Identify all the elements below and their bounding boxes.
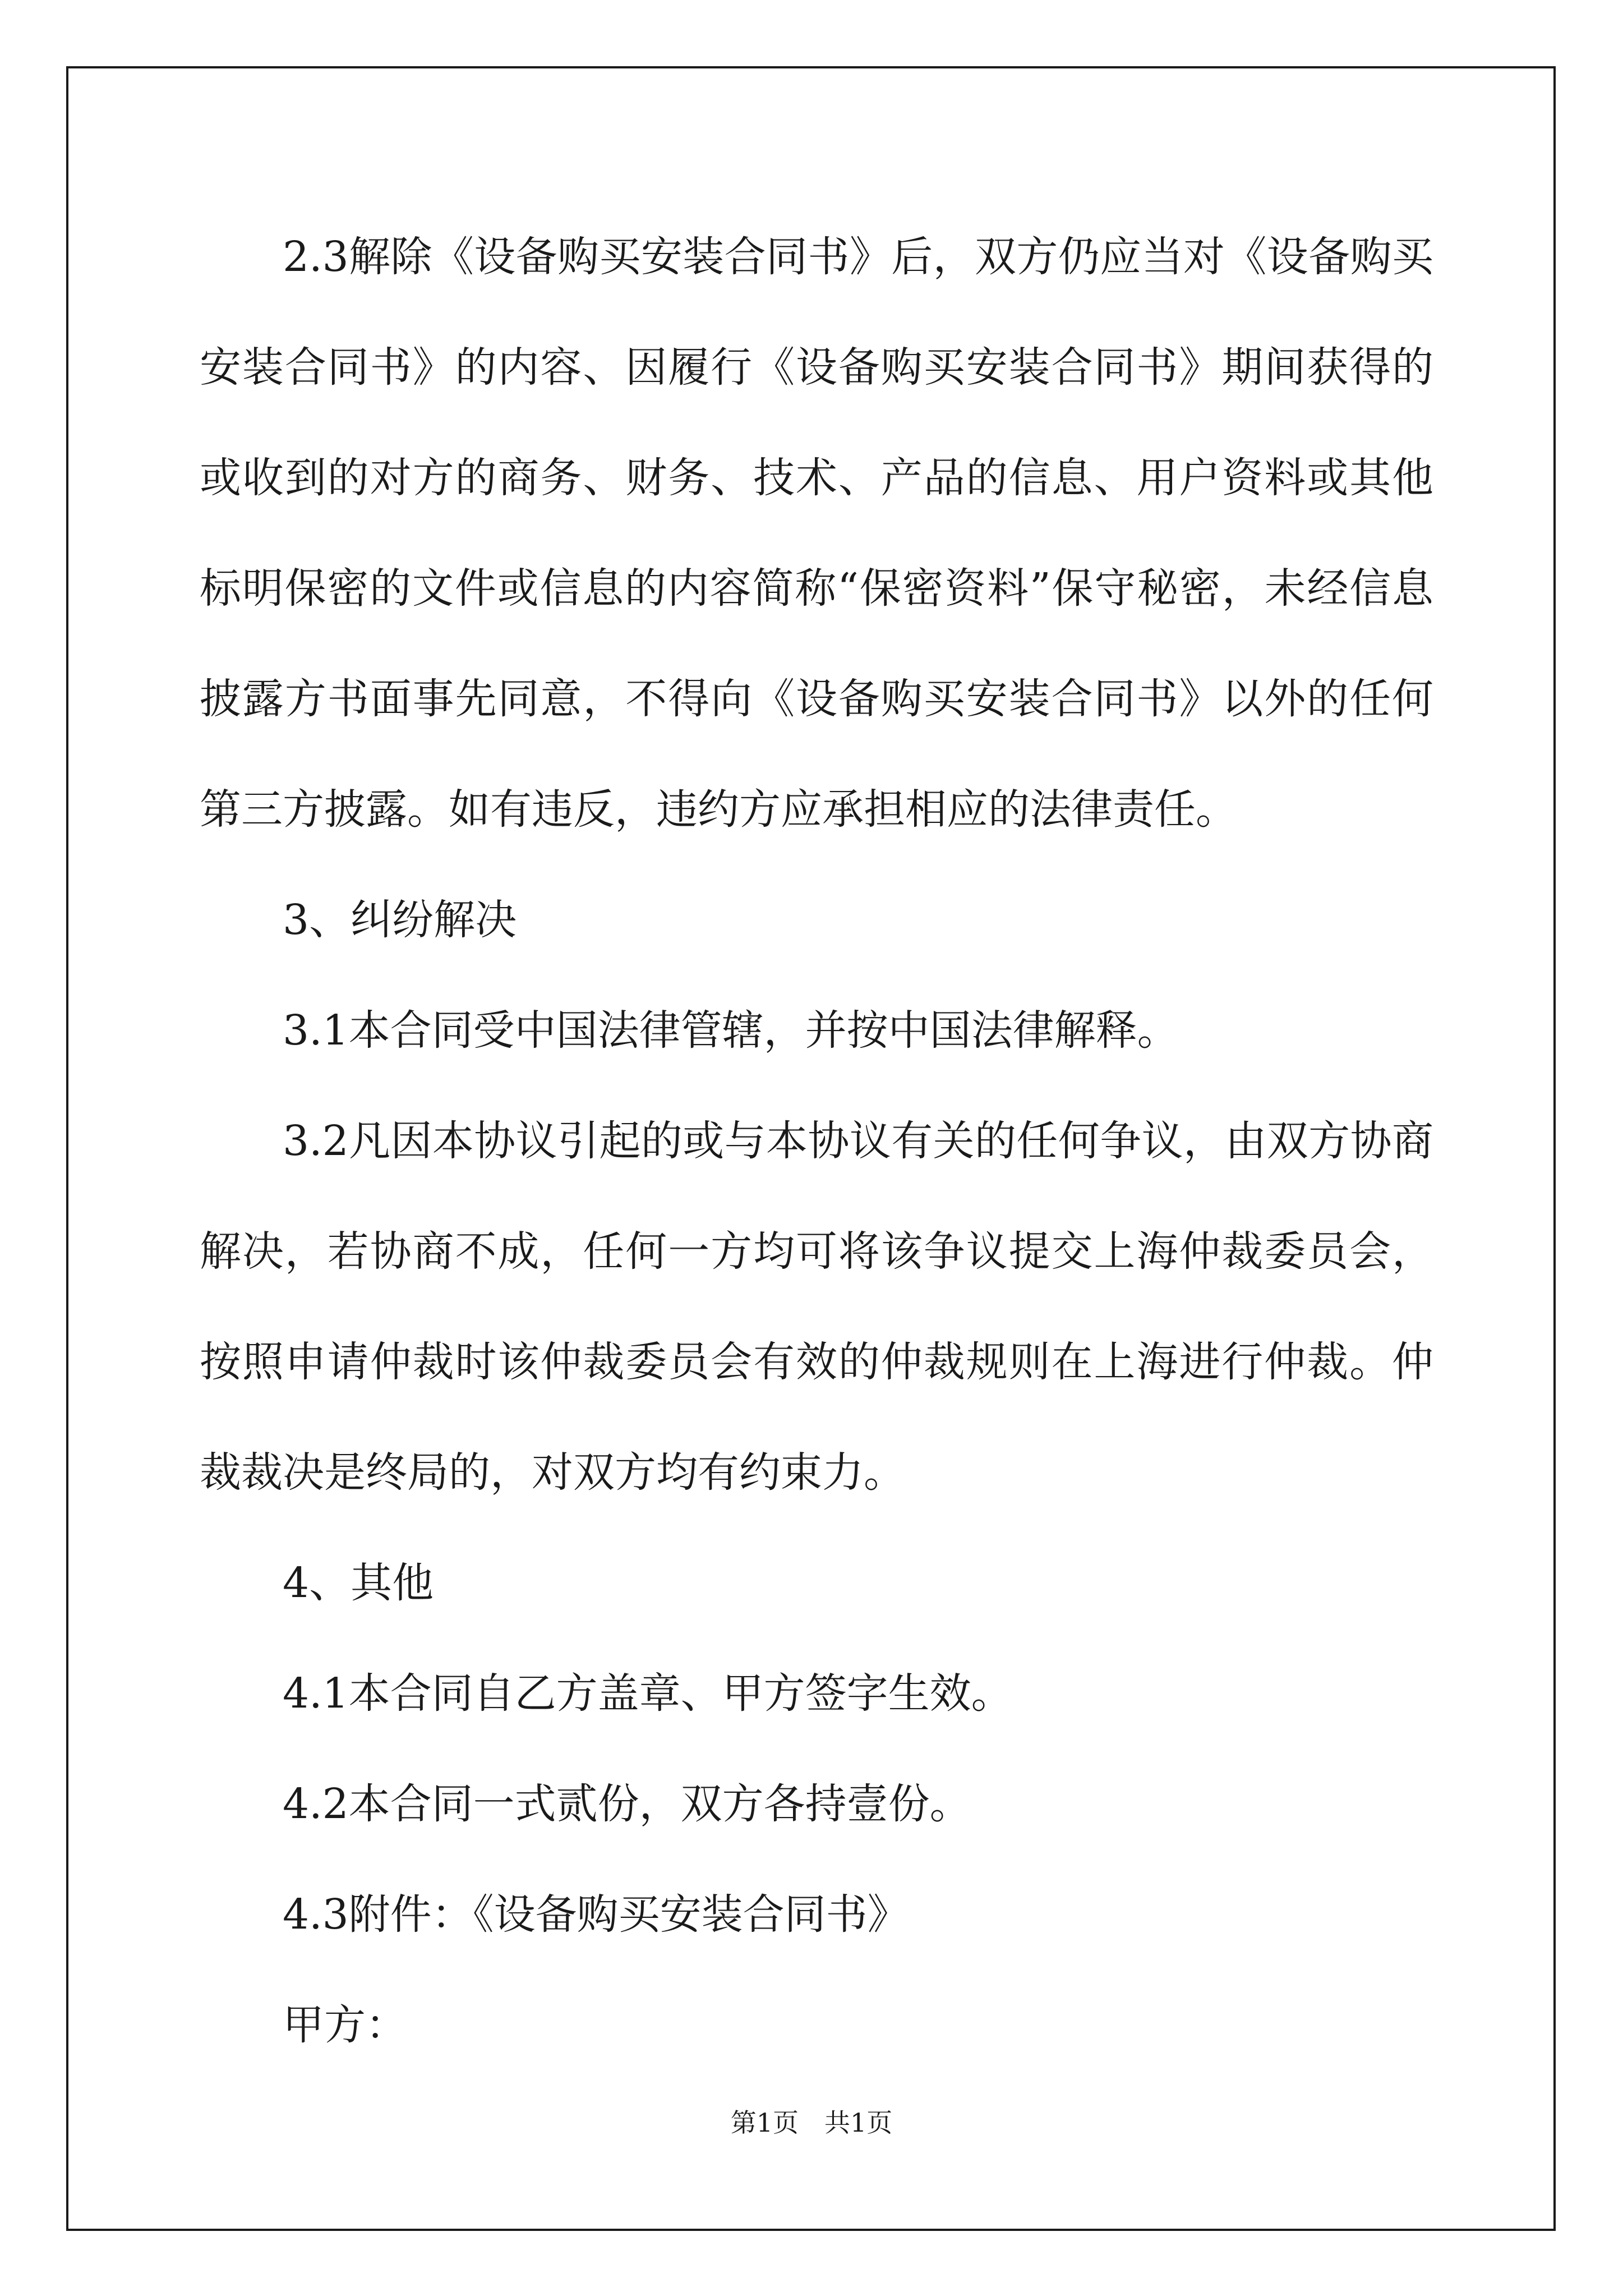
page-footer: [0, 2102, 1623, 2139]
page-total: 共1页: [824, 2108, 893, 2138]
page-number: 第1页: [730, 2108, 799, 2138]
paragraph-governing-law: 3.1本合同受中国法律管辖，并按中国法律解释。: [283, 1006, 1179, 1055]
paragraph-confidentiality: 2.3解除《设备购买安装合同书》后，双方仍应当对《设备购买安装合同书》的内容、因履行《设备购买安装合同书》期间获得的或收到的对方的商务、财务、技术、产品的信息、用户资料或其他标明保密的文件或信息的内容简称“保密资料”保守秘密，未经信息披露方书面事先同意，不得向《设备购买安装合同书》以外的任何第三方披露。如有违反，违约方应承担相应的法律责任。: [200, 233, 1433, 834]
paragraph-effective: 4.1本合同自乙方盖章、甲方签字生效。: [283, 1669, 1013, 1718]
paragraph-copies: 4.2本合同一式贰份，双方各持壹份。: [283, 1780, 971, 1828]
signature-party-a: 甲方：: [283, 2001, 407, 2049]
heading-other: 4、其他: [283, 1559, 434, 1607]
paragraph-attachment: 4.3附件：《设备购买安装合同书》: [283, 1890, 909, 1939]
heading-dispute-resolution: 3、纠纷解决: [283, 896, 517, 944]
paragraph-arbitration: 3.2凡因本协议引起的或与本协议有关的任何争议，由双方协商解决，若协商不成，任何一方均可将该争议提交上海仲裁委员会，按照申请仲裁时该仲裁委员会有效的仲裁规则在上海进行仲裁。仲裁裁决是终局的，对双方均有约束力。: [200, 1117, 1433, 1497]
document-body: [200, 202, 1433, 2081]
